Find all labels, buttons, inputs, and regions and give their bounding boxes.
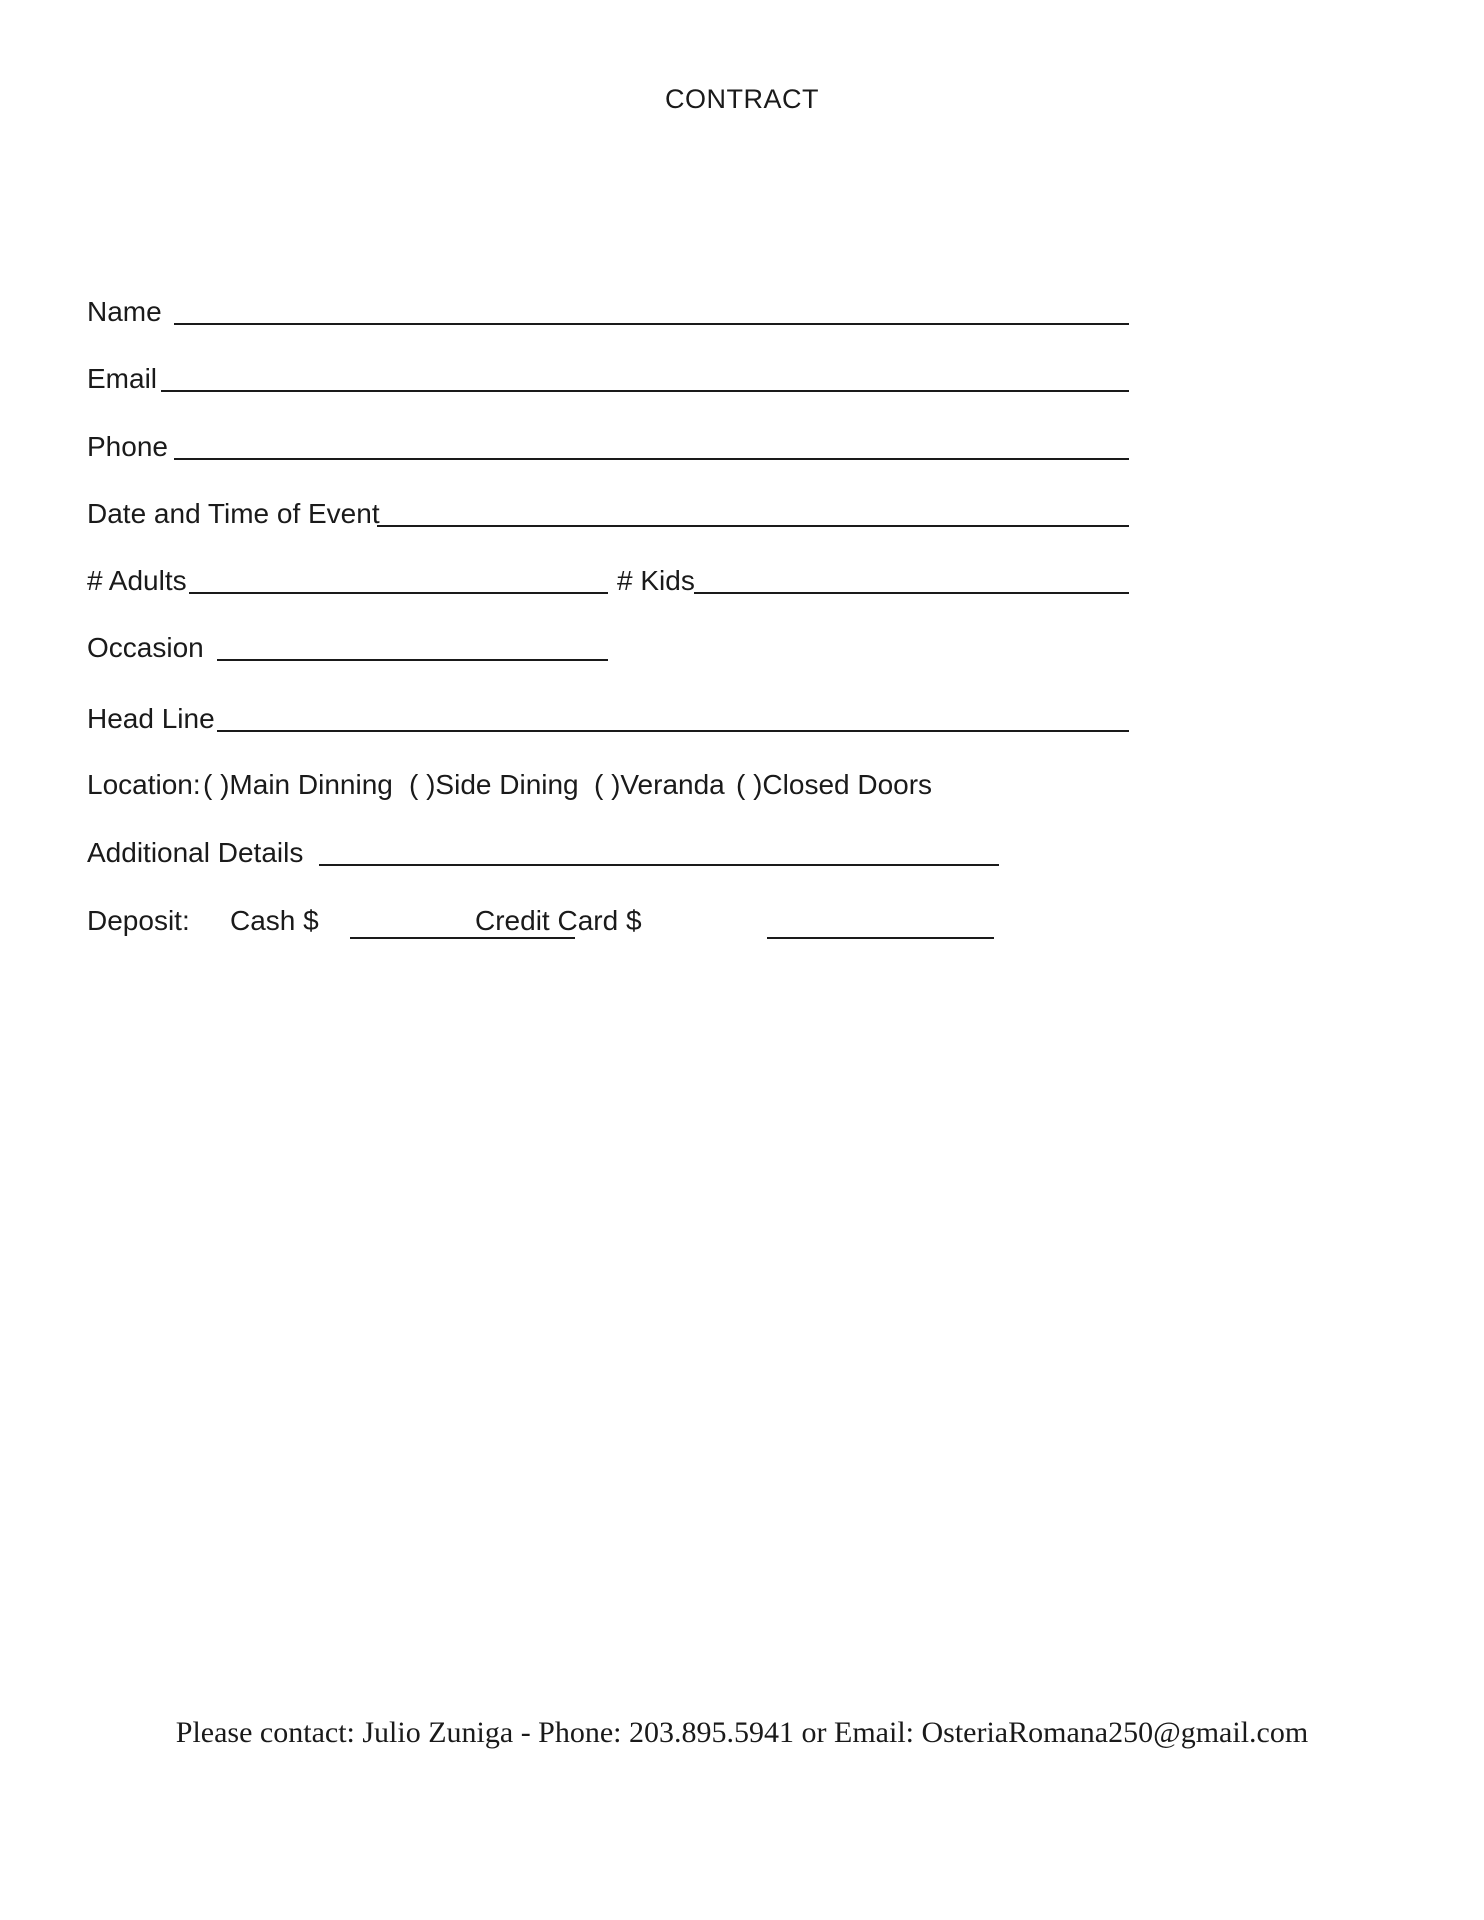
- name-label: Name: [87, 296, 162, 327]
- name-field-line[interactable]: [174, 323, 1129, 325]
- location-label: Location:: [87, 769, 201, 800]
- deposit-label: Deposit:: [87, 905, 190, 936]
- occasion-label: Occasion: [87, 632, 204, 663]
- date-time-label: Date and Time of Event: [87, 498, 380, 529]
- page-title: CONTRACT: [665, 84, 819, 114]
- headline-label: Head Line: [87, 703, 215, 734]
- email-field-line[interactable]: [161, 390, 1129, 392]
- location-option-main-dinning[interactable]: ( )Main Dinning: [203, 769, 393, 800]
- location-option-veranda[interactable]: ( )Veranda: [594, 769, 725, 800]
- date-time-field-line[interactable]: [377, 525, 1129, 527]
- credit-card-label: Credit Card $: [475, 905, 642, 936]
- location-option-side-dining[interactable]: ( )Side Dining: [409, 769, 579, 800]
- additional-details-field-line[interactable]: [319, 864, 999, 866]
- adults-label: # Adults: [87, 565, 187, 596]
- additional-details-label: Additional Details: [87, 837, 304, 868]
- occasion-field-line[interactable]: [217, 659, 608, 661]
- credit-card-amount-line[interactable]: [767, 937, 994, 939]
- location-option-closed-doors[interactable]: ( )Closed Doors: [736, 769, 933, 800]
- phone-label: Phone: [87, 431, 168, 462]
- adults-field-line[interactable]: [189, 592, 608, 594]
- cash-label: Cash $: [230, 905, 319, 936]
- kids-label: # Kids: [617, 565, 695, 596]
- phone-field-line[interactable]: [174, 458, 1129, 460]
- email-label: Email: [87, 363, 158, 394]
- kids-field-line[interactable]: [694, 592, 1129, 594]
- contact-footer: Please contact: Julio Zuniga - Phone: 203.895.5941 or Email: OsteriaRomana250@gmail.com: [175, 1716, 1309, 1749]
- headline-field-line[interactable]: [217, 730, 1129, 732]
